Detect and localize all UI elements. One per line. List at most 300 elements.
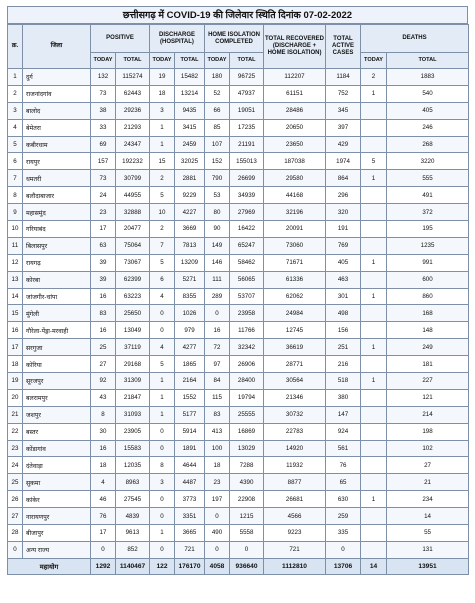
value-cell: 2164 — [175, 373, 205, 390]
value-cell — [361, 204, 387, 221]
value-cell: 16 — [91, 322, 116, 339]
value-cell: 168 — [387, 305, 469, 322]
value-cell: 17 — [91, 221, 116, 238]
value-cell — [361, 406, 387, 423]
value-cell: 30799 — [116, 170, 150, 187]
value-cell: 518 — [326, 373, 361, 390]
value-cell: 46 — [91, 491, 116, 508]
district-name-cell: रायपुर — [23, 153, 91, 170]
value-cell: 555 — [387, 170, 469, 187]
sno-cell: 27 — [8, 508, 23, 525]
table-row — [8, 85, 469, 102]
value-cell: 372 — [387, 204, 469, 221]
total-cell: 1292 — [91, 558, 116, 574]
district-name-cell: बिलासपुर — [23, 237, 91, 254]
value-cell: 152 — [205, 153, 230, 170]
value-cell: 180 — [205, 69, 230, 86]
value-cell — [361, 187, 387, 204]
district-table — [7, 24, 469, 575]
value-cell: 72 — [205, 339, 230, 356]
value-cell: 21 — [387, 474, 469, 491]
value-cell: 63 — [91, 237, 116, 254]
value-cell — [361, 356, 387, 373]
value-cell: 18 — [91, 457, 116, 474]
sno-cell: 4 — [8, 119, 23, 136]
district-name-cell: बीजापुर — [23, 525, 91, 542]
value-cell: 13209 — [175, 254, 205, 271]
value-cell: 149 — [205, 237, 230, 254]
value-cell: 852 — [116, 541, 150, 558]
value-cell: 0 — [150, 491, 175, 508]
value-cell: 62062 — [264, 288, 326, 305]
sno-cell: 3 — [8, 102, 23, 119]
value-cell: 9435 — [175, 102, 205, 119]
value-cell: 0 — [205, 508, 230, 525]
total-cell: 122 — [150, 558, 175, 574]
value-cell: 463 — [326, 271, 361, 288]
value-cell: 5914 — [175, 423, 205, 440]
total-cell: 4058 — [205, 558, 230, 574]
value-cell: 73067 — [116, 254, 150, 271]
value-cell: 115274 — [116, 69, 150, 86]
value-cell — [361, 423, 387, 440]
positive-today-header: TODAY — [91, 53, 116, 69]
value-cell: 0 — [230, 541, 264, 558]
value-cell: 20650 — [264, 119, 326, 136]
value-cell: 16 — [91, 440, 116, 457]
value-cell: 1 — [150, 406, 175, 423]
value-cell: 26906 — [230, 356, 264, 373]
table-row — [8, 69, 469, 86]
value-cell: 5558 — [230, 525, 264, 542]
value-cell: 259 — [326, 508, 361, 525]
table-row — [8, 356, 469, 373]
table-row — [8, 288, 469, 305]
value-cell: 1 — [150, 389, 175, 406]
value-cell: 6 — [150, 271, 175, 288]
value-cell: 131 — [387, 541, 469, 558]
value-cell: 405 — [326, 254, 361, 271]
value-cell: 5177 — [175, 406, 205, 423]
value-cell: 413 — [205, 423, 230, 440]
value-cell: 600 — [387, 271, 469, 288]
value-cell: 0 — [150, 305, 175, 322]
table-row — [8, 423, 469, 440]
value-cell: 26699 — [230, 170, 264, 187]
value-cell: 65 — [326, 474, 361, 491]
value-cell: 1865 — [175, 356, 205, 373]
district-name-cell: सरगुजा — [23, 339, 91, 356]
sno-cell: 18 — [8, 356, 23, 373]
table-row — [8, 474, 469, 491]
value-cell: 4390 — [230, 474, 264, 491]
table-row — [8, 221, 469, 238]
sno-cell: 9 — [8, 204, 23, 221]
value-cell: 0 — [150, 423, 175, 440]
value-cell: 84 — [205, 373, 230, 390]
district-name-cell: सूरजपुर — [23, 373, 91, 390]
value-cell — [361, 102, 387, 119]
value-cell: 61336 — [264, 271, 326, 288]
value-cell: 12035 — [116, 457, 150, 474]
total-cell: 13706 — [326, 558, 361, 574]
district-header: जिला — [23, 25, 91, 69]
value-cell: 30732 — [264, 406, 326, 423]
table-row — [8, 254, 469, 271]
value-cell: 156 — [326, 322, 361, 339]
value-cell: 24 — [91, 187, 116, 204]
value-cell — [361, 541, 387, 558]
value-cell: 28486 — [264, 102, 326, 119]
value-cell: 0 — [205, 305, 230, 322]
discharge-total-header: TOTAL — [175, 53, 205, 69]
value-cell: 3351 — [175, 508, 205, 525]
sno-cell: 12 — [8, 254, 23, 271]
value-cell: 33 — [91, 119, 116, 136]
value-cell: 1552 — [175, 389, 205, 406]
value-cell: 13049 — [116, 322, 150, 339]
value-cell: 1 — [361, 254, 387, 271]
value-cell: 22783 — [264, 423, 326, 440]
value-cell: 43 — [91, 389, 116, 406]
value-cell — [361, 322, 387, 339]
value-cell: 27969 — [230, 204, 264, 221]
value-cell — [361, 237, 387, 254]
isolation-today-header: TODAY — [205, 53, 230, 69]
value-cell: 227 — [387, 373, 469, 390]
value-cell: 3665 — [175, 525, 205, 542]
value-cell: 23 — [91, 204, 116, 221]
value-cell: 121 — [387, 389, 469, 406]
value-cell: 19051 — [230, 102, 264, 119]
value-cell: 63223 — [116, 288, 150, 305]
value-cell: 7288 — [230, 457, 264, 474]
value-cell: 32025 — [175, 153, 205, 170]
district-name-cell: बेमेतरा — [23, 119, 91, 136]
value-cell: 630 — [326, 491, 361, 508]
value-cell: 268 — [387, 136, 469, 153]
district-name-cell: बालोद — [23, 102, 91, 119]
table-row — [8, 389, 469, 406]
value-cell — [361, 474, 387, 491]
value-cell: 0 — [91, 541, 116, 558]
value-cell: 345 — [326, 102, 361, 119]
sno-cell: 6 — [8, 153, 23, 170]
deaths-header: DEATHS — [361, 25, 469, 53]
value-cell: 100 — [205, 440, 230, 457]
value-cell: 39 — [91, 254, 116, 271]
value-cell: 20477 — [116, 221, 150, 238]
value-cell: 3 — [150, 102, 175, 119]
value-cell: 2 — [150, 221, 175, 238]
value-cell: 75064 — [116, 237, 150, 254]
value-cell: 320 — [326, 204, 361, 221]
value-cell: 85 — [205, 119, 230, 136]
value-cell: 47937 — [230, 85, 264, 102]
value-cell: 8 — [150, 457, 175, 474]
value-cell: 73 — [91, 170, 116, 187]
value-cell: 34939 — [230, 187, 264, 204]
district-name-cell: बस्तर — [23, 423, 91, 440]
value-cell: 214 — [387, 406, 469, 423]
value-cell: 4566 — [264, 508, 326, 525]
value-cell: 864 — [326, 170, 361, 187]
value-cell: 2459 — [175, 136, 205, 153]
total-cell: 13951 — [387, 558, 469, 574]
value-cell: 25555 — [230, 406, 264, 423]
covid-report-sheet — [7, 6, 468, 598]
value-cell: 111 — [205, 271, 230, 288]
totals-row — [8, 558, 469, 574]
value-cell: 27545 — [116, 491, 150, 508]
value-cell: 1 — [361, 339, 387, 356]
value-cell: 0 — [205, 541, 230, 558]
value-cell: 8355 — [175, 288, 205, 305]
value-cell: 73060 — [264, 237, 326, 254]
value-cell: 61151 — [264, 85, 326, 102]
district-name-cell: दंतेवाड़ा — [23, 457, 91, 474]
value-cell: 429 — [326, 136, 361, 153]
value-cell: 0 — [150, 541, 175, 558]
district-name-cell: गरियाबंद — [23, 221, 91, 238]
value-cell: 246 — [387, 119, 469, 136]
value-cell: 5 — [150, 254, 175, 271]
value-cell: 4 — [150, 288, 175, 305]
sno-header: क्र. — [8, 25, 23, 69]
sno-cell: 23 — [8, 440, 23, 457]
district-name-cell: बलरामपुर — [23, 389, 91, 406]
value-cell: 0 — [150, 322, 175, 339]
value-cell: 15583 — [116, 440, 150, 457]
deaths-today-header: TODAY — [361, 53, 387, 69]
value-cell: 3669 — [175, 221, 205, 238]
value-cell — [361, 457, 387, 474]
value-cell: 16 — [205, 322, 230, 339]
report-title: छत्तीसगढ़ में COVID-19 की जिलेवार स्थिति दिनांक 07-02-2022 — [7, 6, 468, 24]
table-row — [8, 457, 469, 474]
sno-cell: 22 — [8, 423, 23, 440]
discharge-header: DISCHARGE (HOSPITAL) — [150, 25, 205, 53]
value-cell: 7813 — [175, 237, 205, 254]
value-cell: 198 — [387, 423, 469, 440]
value-cell: 1 — [361, 170, 387, 187]
value-cell: 195 — [387, 221, 469, 238]
district-name-cell: जशपुर — [23, 406, 91, 423]
value-cell: 289 — [205, 288, 230, 305]
value-cell: 405 — [387, 102, 469, 119]
value-cell: 187038 — [264, 153, 326, 170]
sno-cell: 24 — [8, 457, 23, 474]
table-row — [8, 153, 469, 170]
value-cell: 1 — [361, 288, 387, 305]
value-cell: 3773 — [175, 491, 205, 508]
table-row — [8, 170, 469, 187]
value-cell: 53 — [205, 187, 230, 204]
district-name-cell: महासमुंद — [23, 204, 91, 221]
table-row — [8, 305, 469, 322]
value-cell: 21847 — [116, 389, 150, 406]
value-cell: 148 — [387, 322, 469, 339]
value-cell: 69 — [91, 136, 116, 153]
value-cell: 1215 — [230, 508, 264, 525]
district-name-cell: कोरिया — [23, 356, 91, 373]
value-cell: 21191 — [230, 136, 264, 153]
value-cell: 4644 — [175, 457, 205, 474]
value-cell: 83 — [205, 406, 230, 423]
value-cell — [361, 525, 387, 542]
value-cell: 32196 — [264, 204, 326, 221]
value-cell: 97 — [205, 356, 230, 373]
sno-cell: 5 — [8, 136, 23, 153]
value-cell: 29168 — [116, 356, 150, 373]
value-cell: 5271 — [175, 271, 205, 288]
total-cell: 14 — [361, 558, 387, 574]
value-cell: 191 — [326, 221, 361, 238]
value-cell — [361, 119, 387, 136]
value-cell: 25 — [91, 339, 116, 356]
value-cell: 157 — [91, 153, 116, 170]
value-cell: 26681 — [264, 491, 326, 508]
value-cell: 12745 — [264, 322, 326, 339]
value-cell: 1 — [150, 136, 175, 153]
value-cell: 90 — [205, 221, 230, 238]
value-cell: 23 — [205, 474, 230, 491]
value-cell: 397 — [326, 119, 361, 136]
value-cell: 29236 — [116, 102, 150, 119]
value-cell: 32342 — [230, 339, 264, 356]
value-cell — [361, 271, 387, 288]
value-cell: 18 — [150, 85, 175, 102]
value-cell: 5 — [150, 356, 175, 373]
value-cell: 28400 — [230, 373, 264, 390]
value-cell: 540 — [387, 85, 469, 102]
value-cell: 14920 — [264, 440, 326, 457]
value-cell: 73 — [91, 85, 116, 102]
value-cell: 25650 — [116, 305, 150, 322]
value-cell: 13029 — [230, 440, 264, 457]
sno-cell: 26 — [8, 491, 23, 508]
value-cell: 107 — [205, 136, 230, 153]
value-cell: 16 — [91, 288, 116, 305]
table-row — [8, 187, 469, 204]
value-cell: 29580 — [264, 170, 326, 187]
table-row — [8, 102, 469, 119]
value-cell: 860 — [387, 288, 469, 305]
value-cell: 991 — [387, 254, 469, 271]
value-cell: 721 — [175, 541, 205, 558]
sno-cell: 13 — [8, 271, 23, 288]
value-cell: 491 — [387, 187, 469, 204]
value-cell — [361, 221, 387, 238]
value-cell: 132 — [91, 69, 116, 86]
table-row — [8, 525, 469, 542]
district-name-cell: मुंगेली — [23, 305, 91, 322]
home-isolation-header: HOME ISOLATION COMPLETED — [205, 25, 264, 53]
positive-total-header: TOTAL — [116, 53, 150, 69]
value-cell: 924 — [326, 423, 361, 440]
value-cell: 55 — [387, 525, 469, 542]
value-cell: 23905 — [116, 423, 150, 440]
total-cell: 176170 — [175, 558, 205, 574]
value-cell: 1891 — [175, 440, 205, 457]
district-name-cell: बलौदाबाजार — [23, 187, 91, 204]
value-cell: 8877 — [264, 474, 326, 491]
district-name-cell: जांजगीर-चांपा — [23, 288, 91, 305]
value-cell: 11766 — [230, 322, 264, 339]
value-cell: 0 — [326, 541, 361, 558]
sno-cell: 14 — [8, 288, 23, 305]
value-cell: 7 — [150, 237, 175, 254]
sno-cell: 11 — [8, 237, 23, 254]
value-cell: 216 — [326, 356, 361, 373]
table-row — [8, 406, 469, 423]
value-cell: 3415 — [175, 119, 205, 136]
sno-cell: 21 — [8, 406, 23, 423]
value-cell — [361, 136, 387, 153]
table-row — [8, 136, 469, 153]
value-cell: 3 — [150, 474, 175, 491]
district-name-cell: कबीरधाम — [23, 136, 91, 153]
value-cell: 4 — [91, 474, 116, 491]
value-cell: 18 — [205, 457, 230, 474]
table-row — [8, 322, 469, 339]
value-cell: 498 — [326, 305, 361, 322]
sno-cell: 28 — [8, 525, 23, 542]
sno-cell: 2 — [8, 85, 23, 102]
total-active-header: TOTAL ACTIVE CASES — [326, 25, 361, 69]
value-cell: 23958 — [230, 305, 264, 322]
value-cell: 1184 — [326, 69, 361, 86]
total-cell: 936640 — [230, 558, 264, 574]
value-cell: 112207 — [264, 69, 326, 86]
value-cell: 192232 — [116, 153, 150, 170]
district-name-cell: कोरबा — [23, 271, 91, 288]
value-cell: 147 — [326, 406, 361, 423]
district-name-cell: नारायणपुर — [23, 508, 91, 525]
sno-cell: 7 — [8, 170, 23, 187]
value-cell: 71671 — [264, 254, 326, 271]
value-cell: 197 — [205, 491, 230, 508]
value-cell: 58462 — [230, 254, 264, 271]
value-cell: 14 — [387, 508, 469, 525]
sno-cell: 20 — [8, 389, 23, 406]
value-cell: 5 — [150, 187, 175, 204]
sno-cell: 17 — [8, 339, 23, 356]
value-cell: 1 — [361, 373, 387, 390]
value-cell: 4277 — [175, 339, 205, 356]
sno-cell: 15 — [8, 305, 23, 322]
value-cell: 335 — [326, 525, 361, 542]
table-row — [8, 541, 469, 558]
value-cell: 296 — [326, 187, 361, 204]
value-cell: 80 — [205, 204, 230, 221]
isolation-total-header: TOTAL — [230, 53, 264, 69]
value-cell: 19 — [150, 69, 175, 86]
table-row — [8, 119, 469, 136]
value-cell: 21346 — [264, 389, 326, 406]
value-cell: 561 — [326, 440, 361, 457]
district-rows — [8, 69, 469, 559]
value-cell: 83 — [91, 305, 116, 322]
district-name-cell: रायगढ़ — [23, 254, 91, 271]
value-cell: 1026 — [175, 305, 205, 322]
district-name-cell: कोंडागांव — [23, 440, 91, 457]
value-cell: 62399 — [116, 271, 150, 288]
value-cell: 1235 — [387, 237, 469, 254]
total-cell: 1112810 — [264, 558, 326, 574]
value-cell: 4 — [150, 339, 175, 356]
value-cell: 5 — [361, 153, 387, 170]
